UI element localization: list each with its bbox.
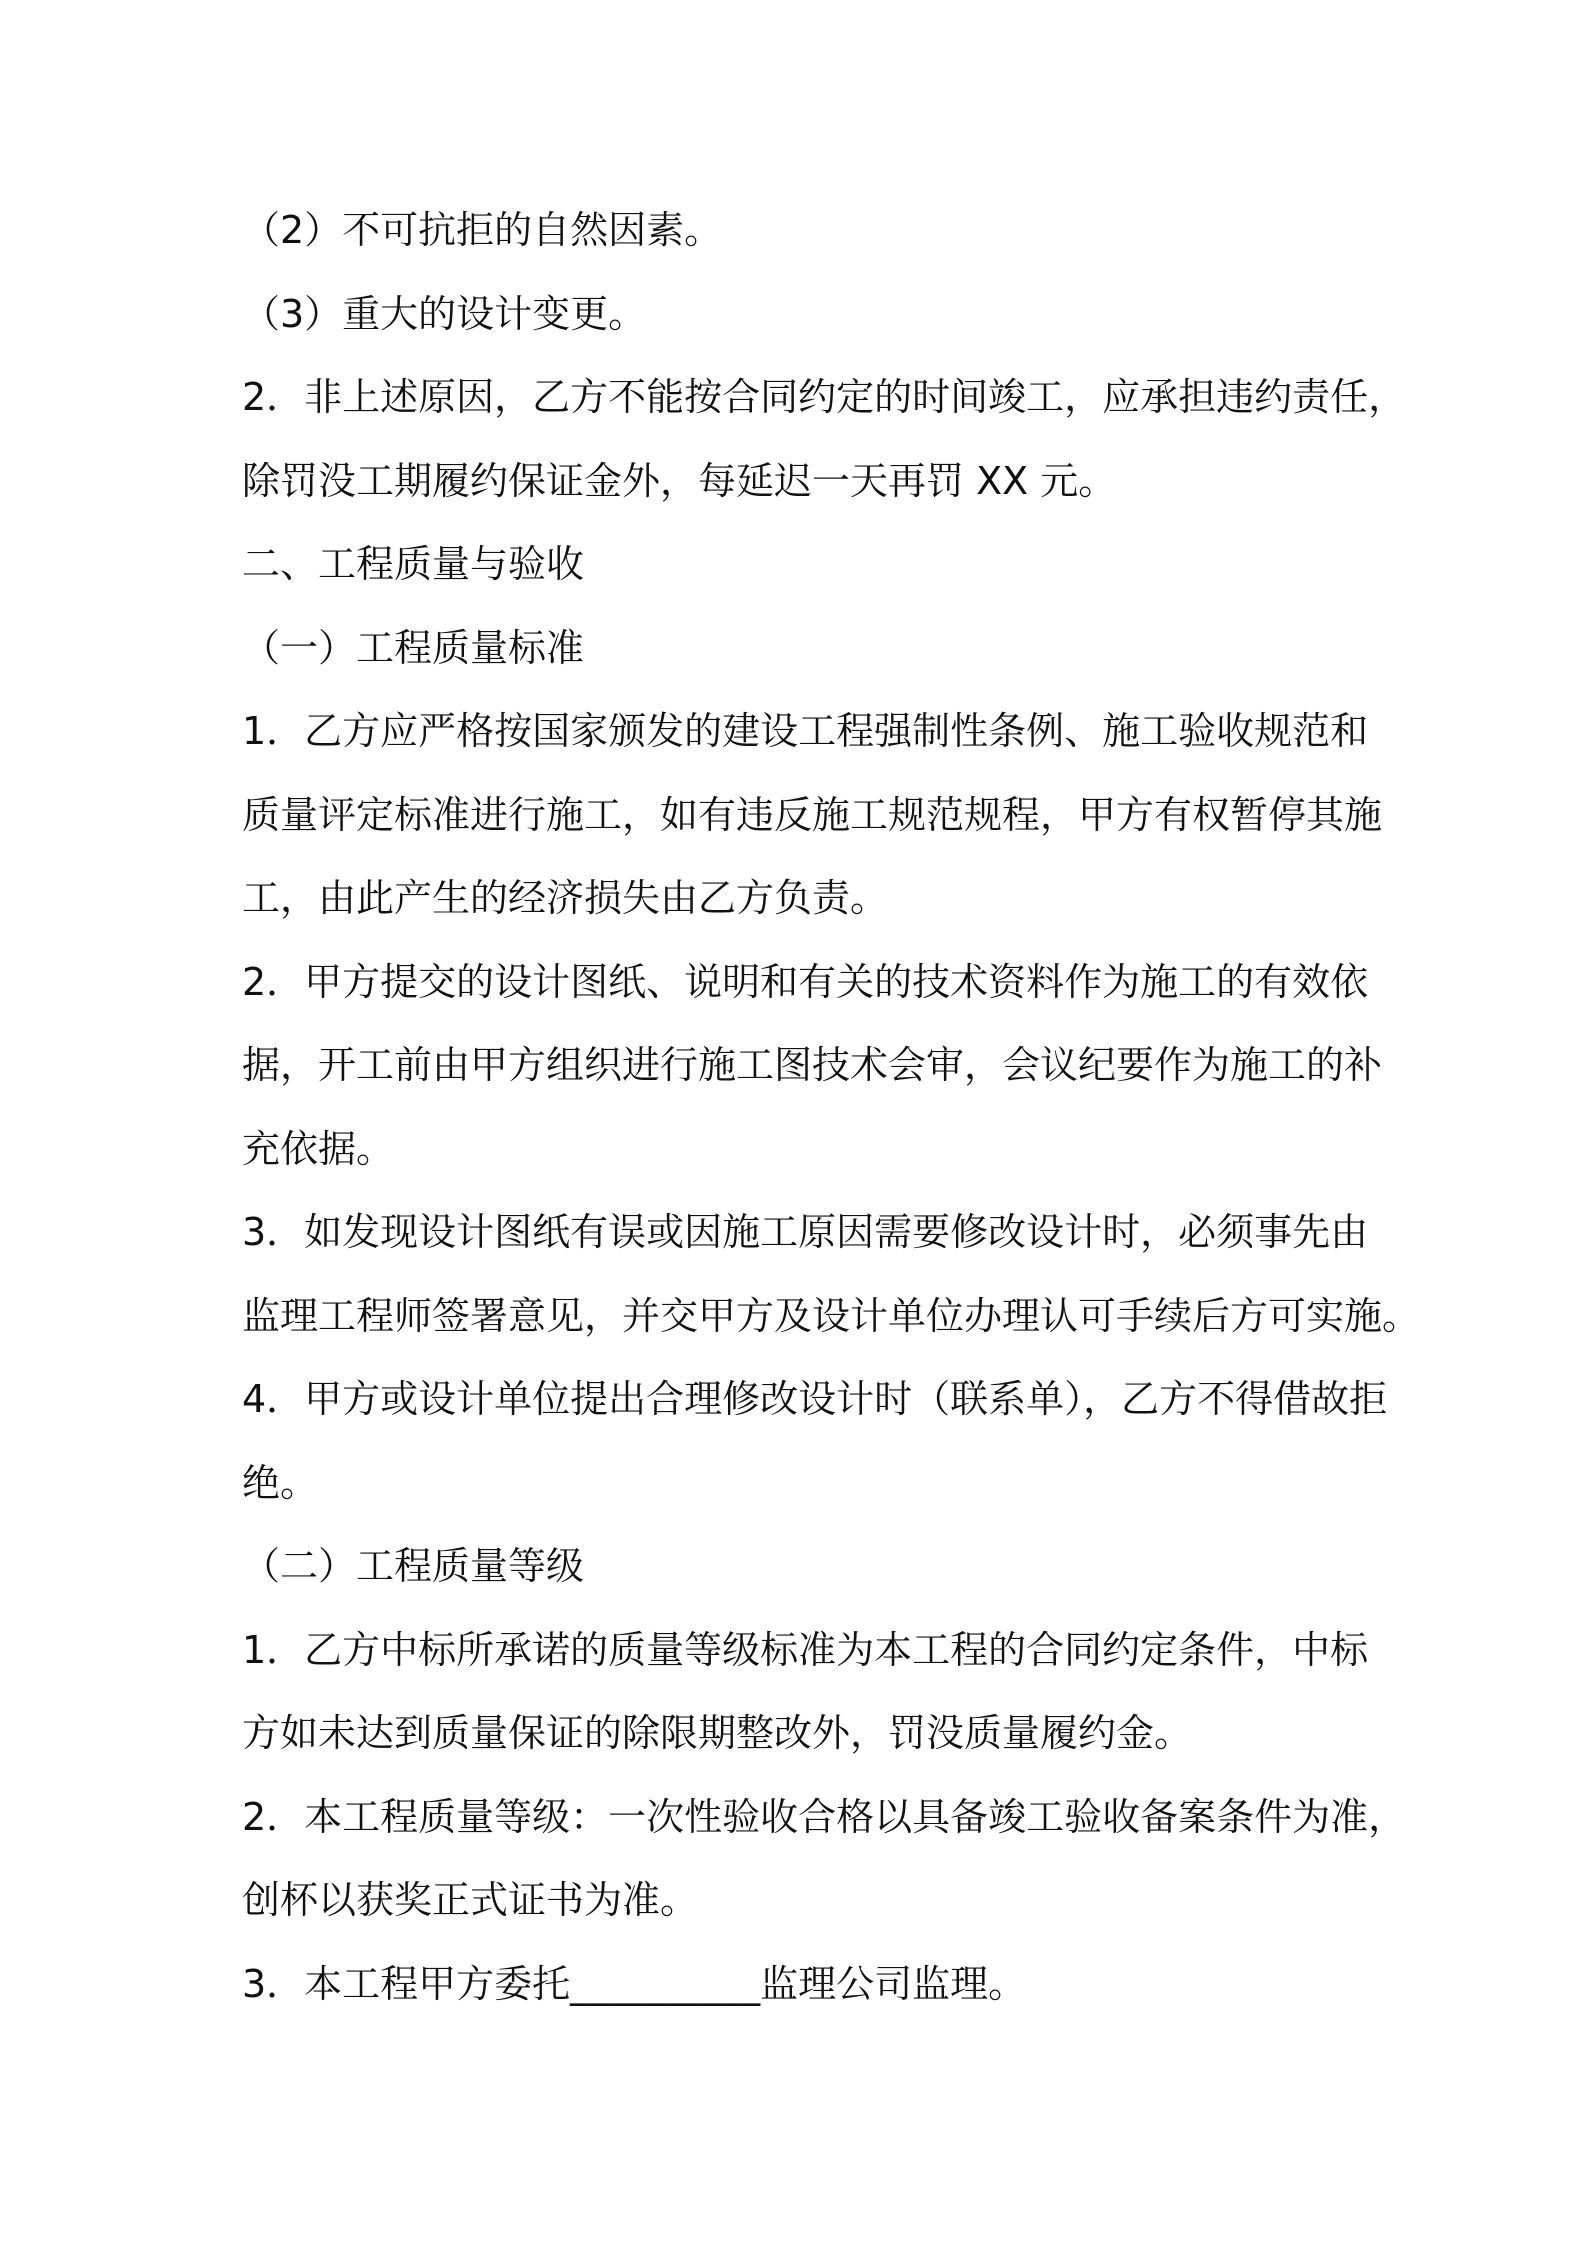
text-line: 2．甲方提交的设计图纸、说明和有关的技术资料作为施工的有效依 [242, 960, 1369, 1004]
subsection-heading: （二）工程质量等级 [242, 1544, 585, 1588]
text-line: 质量评定标准进行施工，如有违反施工规范规程，甲方有权暂停其施 [242, 793, 1383, 837]
text-line: （2）不可抗拒的自然因素。 [242, 208, 723, 252]
text-line: 监理工程师签署意见，并交甲方及设计单位办理认可手续后方可实施。 [242, 1294, 1421, 1338]
text-line: 工，由此产生的经济损失由乙方负责。 [242, 876, 889, 920]
section-heading: 二、工程质量与验收 [242, 542, 585, 586]
text-line: 创杯以获奖正式证书为准。 [242, 1878, 699, 1922]
text-line: 据，开工前由甲方组织进行施工图技术会审，会议纪要作为施工的补 [242, 1043, 1383, 1087]
text-line: 除罚没工期履约保证金外，每延迟一天再罚 XX 元。 [242, 459, 1117, 503]
text-line: 1．乙方中标所承诺的质量等级标准为本工程的合同约定条件，中标 [242, 1628, 1369, 1672]
text-line: 1．乙方应严格按国家颁发的建设工程强制性条例、施工验收规范和 [242, 709, 1369, 753]
text-line: 2．本工程质量等级：一次性验收合格以具备竣工验收备案条件为准， [242, 1795, 1407, 1839]
text-line: 3．本工程甲方委托__________监理公司监理。 [242, 1962, 1027, 2006]
text-line: 充依据。 [242, 1127, 395, 1171]
subsection-heading: （一）工程质量标准 [242, 626, 585, 670]
text-line: 4．甲方或设计单位提出合理修改设计时（联系单），乙方不得借故拒 [242, 1377, 1388, 1421]
text-line: 2．非上述原因，乙方不能按合同约定的时间竣工，应承担违约责任， [242, 375, 1407, 419]
text-line: 方如未达到质量保证的除限期整改外，罚没质量履约金。 [242, 1711, 1193, 1755]
text-line: 3．如发现设计图纸有误或因施工原因需要修改设计时，必须事先由 [242, 1210, 1369, 1254]
text-line: 绝。 [242, 1461, 319, 1505]
text-line: （3）重大的设计变更。 [242, 292, 647, 336]
